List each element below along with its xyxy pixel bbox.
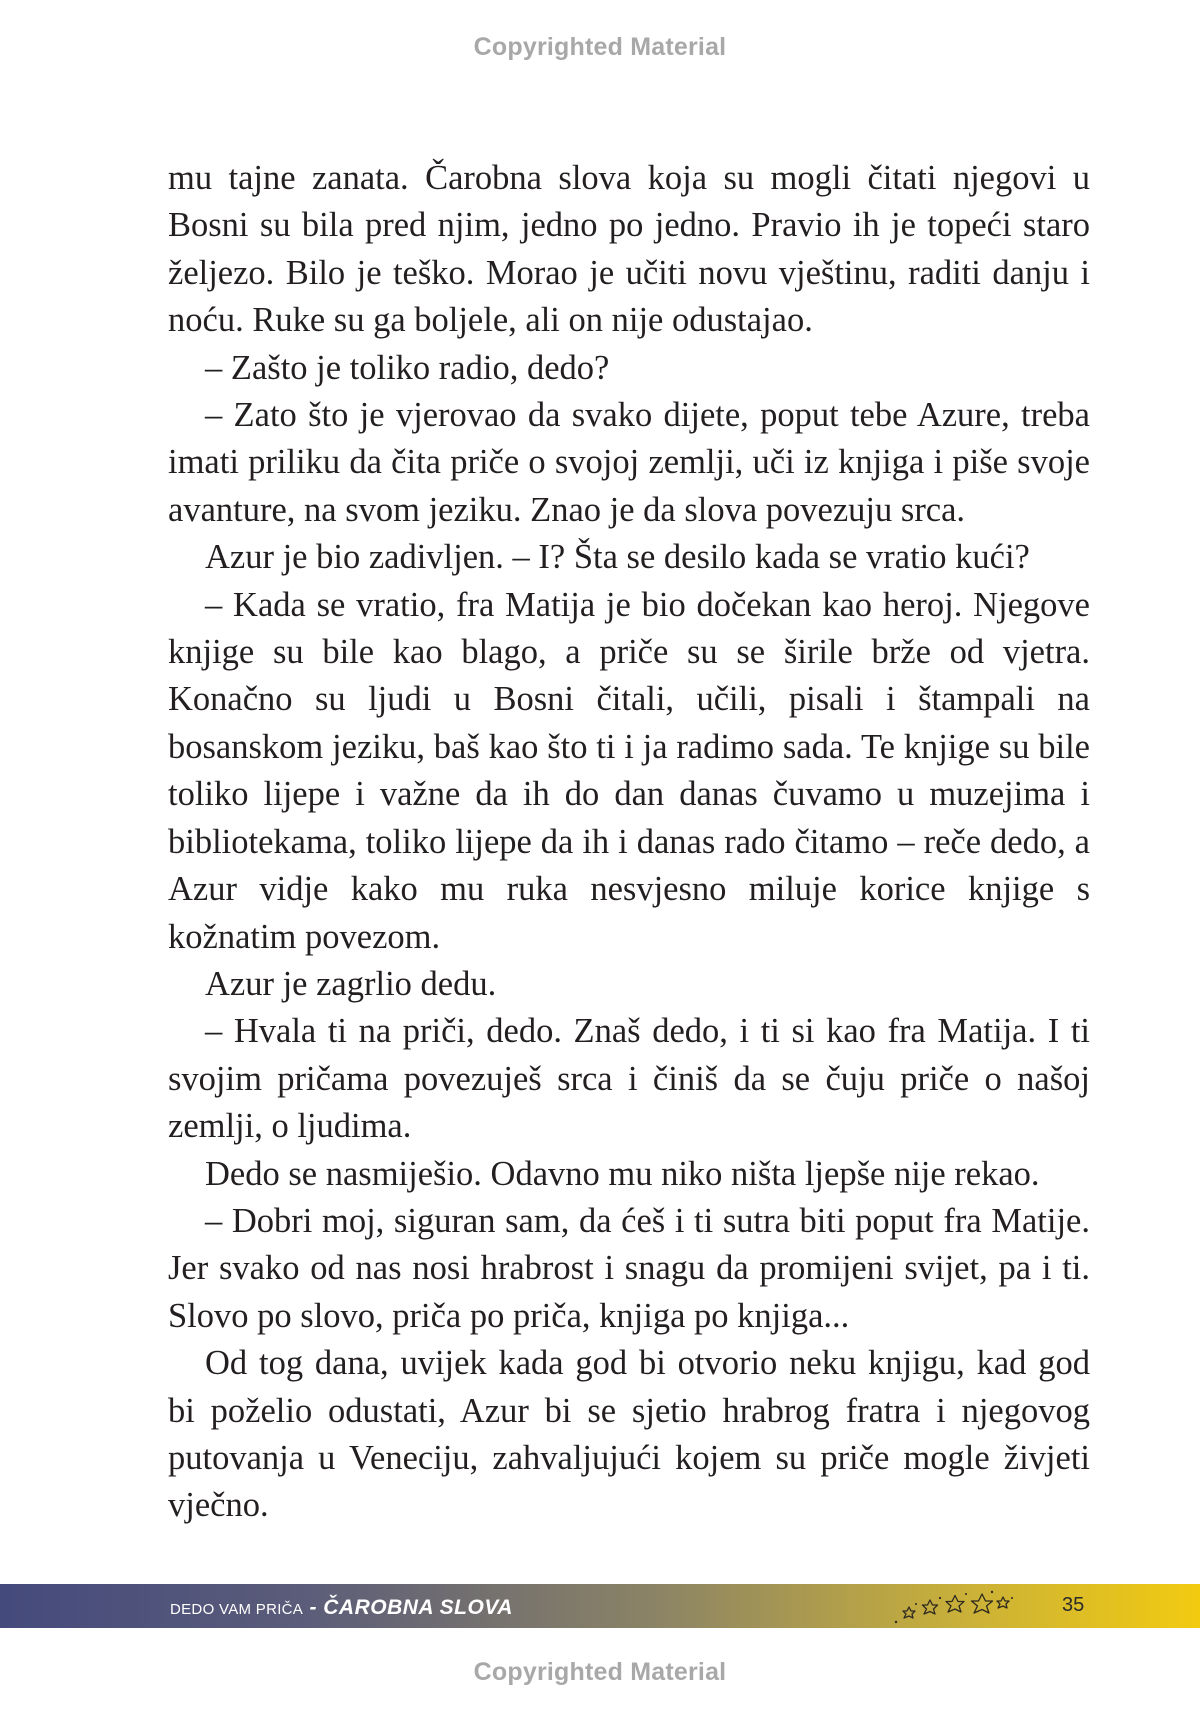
paragraph: – Kada se vratio, fra Matija je bio dočekan kao heroj. Njegove knjige su bile kao blago, a priče su se širile brže od vjetra. Konačno su ljudi u Bosni čitali, učili, pisali i štampali na bosanskom jeziku, baš kao što ti i ja radimo sada. Te knjige su bile toliko lijepe i važne da ih do dan danas čuvamo u muzejima i bibliotekama, toliko lijepe da ih i danas rado čitamo – reče dedo, a Azur vidje kako mu ruka nesvjesno miluje korice knjige s kožnatim povezom. bbox=[168, 585, 1090, 956]
page-number: 35 bbox=[1062, 1594, 1085, 1616]
paragraph: mu tajne zanata. Čarobna slova koja su mogli čitati njegovi u Bosni su bila pred njim, jedno po jedno. Pravio ih je topeći staro željezo. Bilo je teško. Morao je učiti novu vještinu, raditi danju i noću. Ruke su ga boljele, ali on nije odustajao. bbox=[168, 159, 1090, 340]
page-body-text bbox=[168, 155, 1090, 1530]
paragraph: Azur je bio zadivljen. – I? Šta se desilo kada se vratio kući? bbox=[205, 538, 1030, 577]
book-title: - ČAROBNA SLOVA bbox=[303, 1596, 513, 1619]
paragraph: Dedo se nasmiješio. Odavno mu niko ništa ljepše nije rekao. bbox=[205, 1154, 1040, 1193]
copyright-watermark-bottom: Copyrighted Material bbox=[473, 1658, 727, 1686]
copyright-watermark-top: Copyrighted Material bbox=[473, 33, 727, 61]
stars-icon bbox=[890, 1586, 1020, 1626]
series-name: DEDO VAM PRIČA bbox=[170, 1601, 304, 1618]
paragraph: – Dobri moj, siguran sam, da ćeš i ti sutra biti poput fra Matije. Jer svako od nas nosi hrabrost i snagu da promijeni svijet, pa i ti. Slovo po slovo, priča po priča, knjiga po knjiga... bbox=[168, 1201, 1090, 1335]
paragraph: – Zato što je vjerovao da svako dijete, poput tebe Azure, treba imati priliku da čita priče o svojoj zemlji, uči iz knjiga i piše svoje avanture, na svom jeziku. Znao je da slova povezuju srca. bbox=[168, 396, 1090, 529]
footer-title bbox=[170, 1596, 513, 1620]
running-footer bbox=[0, 1584, 1200, 1628]
paragraph: Od tog dana, uvijek kada god bi otvorio neku knjigu, kad god bi poželio odustati, Azur bi se sjetio hrabrog fratra i njegovog putovanja u Veneciju, zahvaljujući kojem su priče mogle živjeti vječno. bbox=[168, 1344, 1090, 1525]
paragraph: – Hvala ti na priči, dedo. Znaš dedo, i ti si kao fra Matija. I ti svojim pričama povezuješ srca i činiš da se čuju priče o našoj zemlji, o ljudima. bbox=[168, 1012, 1090, 1146]
paragraph: – Zašto je toliko radio, dedo? bbox=[205, 348, 610, 387]
paragraph: Azur je zagrlio dedu. bbox=[205, 964, 497, 1003]
